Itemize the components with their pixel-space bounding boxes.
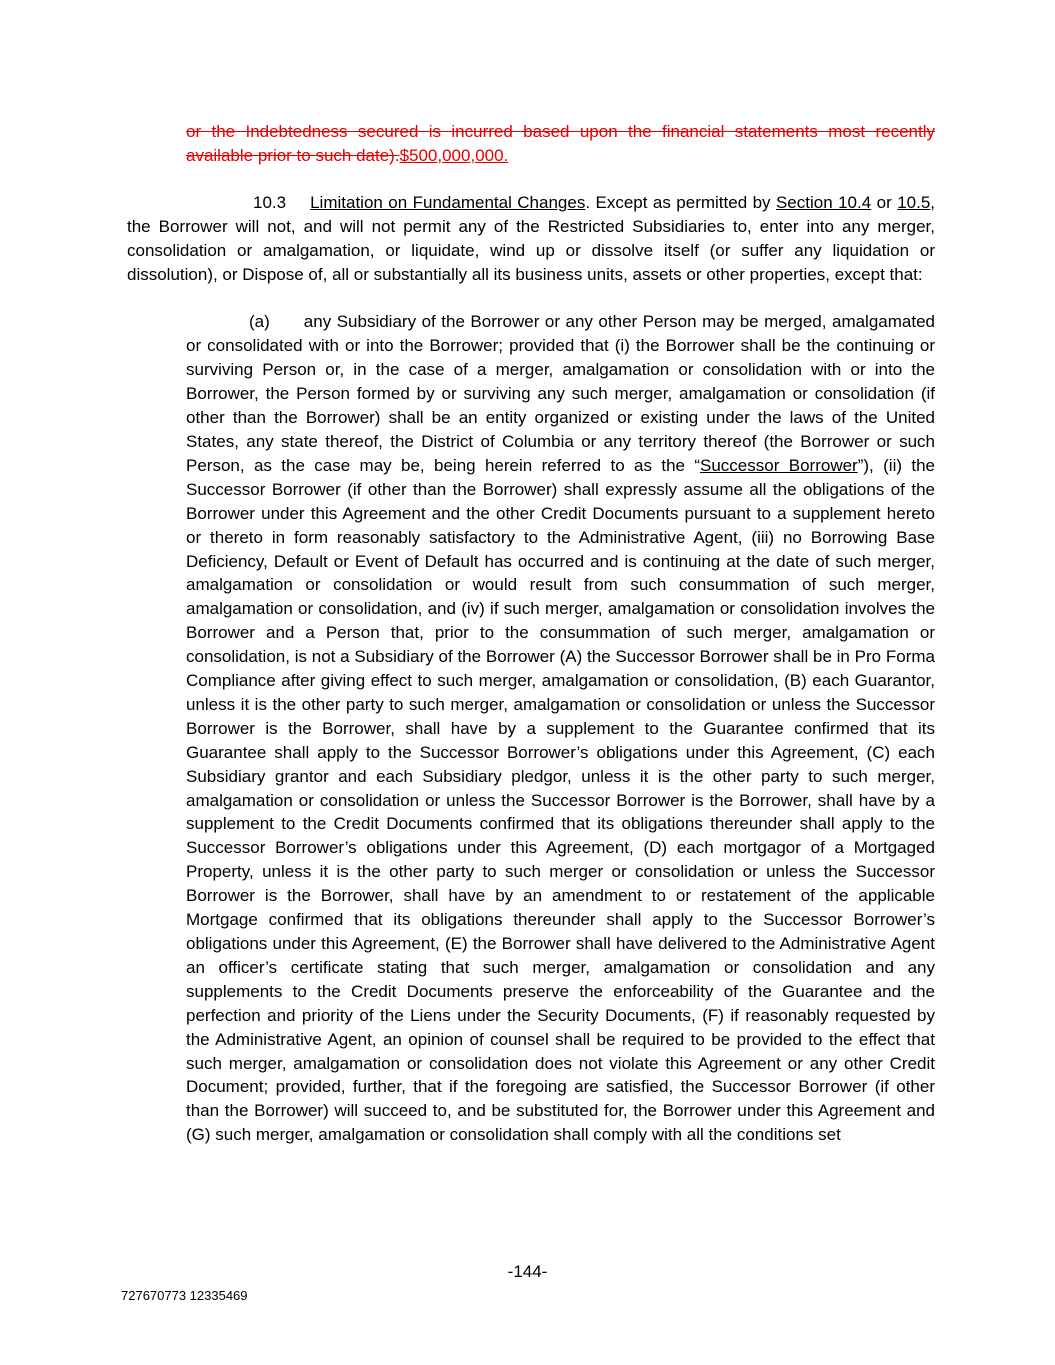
section-text-after-title: . Except as permitted by bbox=[585, 192, 776, 212]
clause-a-label: (a) bbox=[249, 312, 270, 332]
section-ref-10-4: Section 10.4 bbox=[775, 192, 872, 212]
section-ref-10-5: 10.5 bbox=[897, 192, 931, 212]
document-id: 727670773 12335469 bbox=[121, 1288, 248, 1303]
section-heading: Limitation on Fundamental Changes bbox=[310, 192, 586, 212]
clause-a-text-part1: any Subsidiary of the Borrower or any other Person may be merged, amalgamated or consolidated with or into the Borrower; provided that (i) the Borrower shall be the continuing or surviving Person or, in the case of a merger, amalgamation or consolidation with or into the Borrower, the Person formed by or surviving any such merger, amalgamation or consolidation (if other than the Borrower) shall be an entity organized or existing under the laws of the United States, any state thereof, the District of Columbia or any territory thereof (the Borrower or such Person, as the case may be, being herein referred to as the “ bbox=[186, 312, 935, 475]
redline-paragraph bbox=[186, 120, 935, 168]
redline-deleted-text: or the Indebtedness secured is incurred based upon the financial statements most recently available prior to such date). bbox=[186, 122, 935, 165]
section-10-3-paragraph bbox=[127, 191, 935, 287]
clause-a-paragraph bbox=[186, 310, 935, 1147]
section-body-text: , the Borrower will not, and will not permit any of the Restricted Subsidiaries to, enter into any merger, consolidation or amalgamation, or liquidate, wind up or dissolve itself (or suffer any liquidation or dissolution), or Dispose of, all or substantially all its business units, assets or other properties, except that: bbox=[127, 192, 936, 284]
page-number: -144- bbox=[507, 1262, 548, 1281]
defined-term-successor-borrower: Successor Borrower bbox=[700, 455, 858, 475]
section-number: 10.3 bbox=[253, 192, 287, 212]
redline-inserted-amount: $500,000,000. bbox=[399, 145, 509, 165]
clause-a-text-part2: ”), (ii) the Successor Borrower (if other than the Borrower) shall expressly assume all the obligations of the Borrower under this Agreement and the other Credit Documents pursuant to a supplement hereto or thereto in form reasonably satisfactory to the Administrative Agent, (iii) no Borrowing Base Deficiency, Default or Event of Default has occurred and is continuing at the date of such merger, amalgamation or consolidation or would result from such consummation of such merger, amalgamation or consolidation, and (iv) if such merger, amalgamation or consolidation involves the Borrower and a Person that, prior to the consummation of such merger, amalgamation or consolidation, is not a Subsidiary of the Borrower (A) the Successor Borrower shall be in Pro Forma Compliance after giving effect to such merger, amalgamation or consolidation, (B) each Guarantor, unless it is the other party to such merger, amalgamation or consolidation or unless the Successor Borrower is the Borrower, shall have by a supplement to the Guarantee confirmed that its Guarantee shall apply to the Successor Borrower’s obligations under this Agreement, (C) each Subsidiary grantor and each Subsidiary pledgor, unless it is the other party to such merger, amalgamation or consolidation or unless the Successor Borrower is the Borrower, shall have by a supplement to the Credit Documents confirmed that its obligations thereunder shall apply to the Successor Borrower’s obligations under this Agreement, (D) each mortgagor of a Mortgaged Property, unless it is the other party to such merger or consolidation or unless the Successor Borrower is the Borrower, shall have by an amendment to or restatement of the applicable Mortgage confirmed that its obligations thereunder shall apply to the Successor Borrower’s obligations under this Agreement, (E) the Borrower shall have delivered to the Administrative Agent an officer’s certificate stating that such merger, amalgamation or consolidation and any supplements to the Credit Documents preserve the enforceability of the Guarantee and the perfection and priority of the Liens under the Security Documents, (F) if reasonably requested by the Administrative Agent, an opinion of counsel shall be required to be provided to the effect that such merger, amalgamation or consolidation does not violate this Agreement or any other Credit Document; provided, further, that if the foregoing are satisfied, the Successor Borrower (if other than the Borrower) will succeed to, and be substituted for, the Borrower under this Agreement and (G) such merger, amalgamation or consolidation shall comply with all the conditions set bbox=[186, 455, 936, 1145]
page-content bbox=[127, 120, 935, 1147]
section-text-or: or bbox=[871, 192, 898, 212]
